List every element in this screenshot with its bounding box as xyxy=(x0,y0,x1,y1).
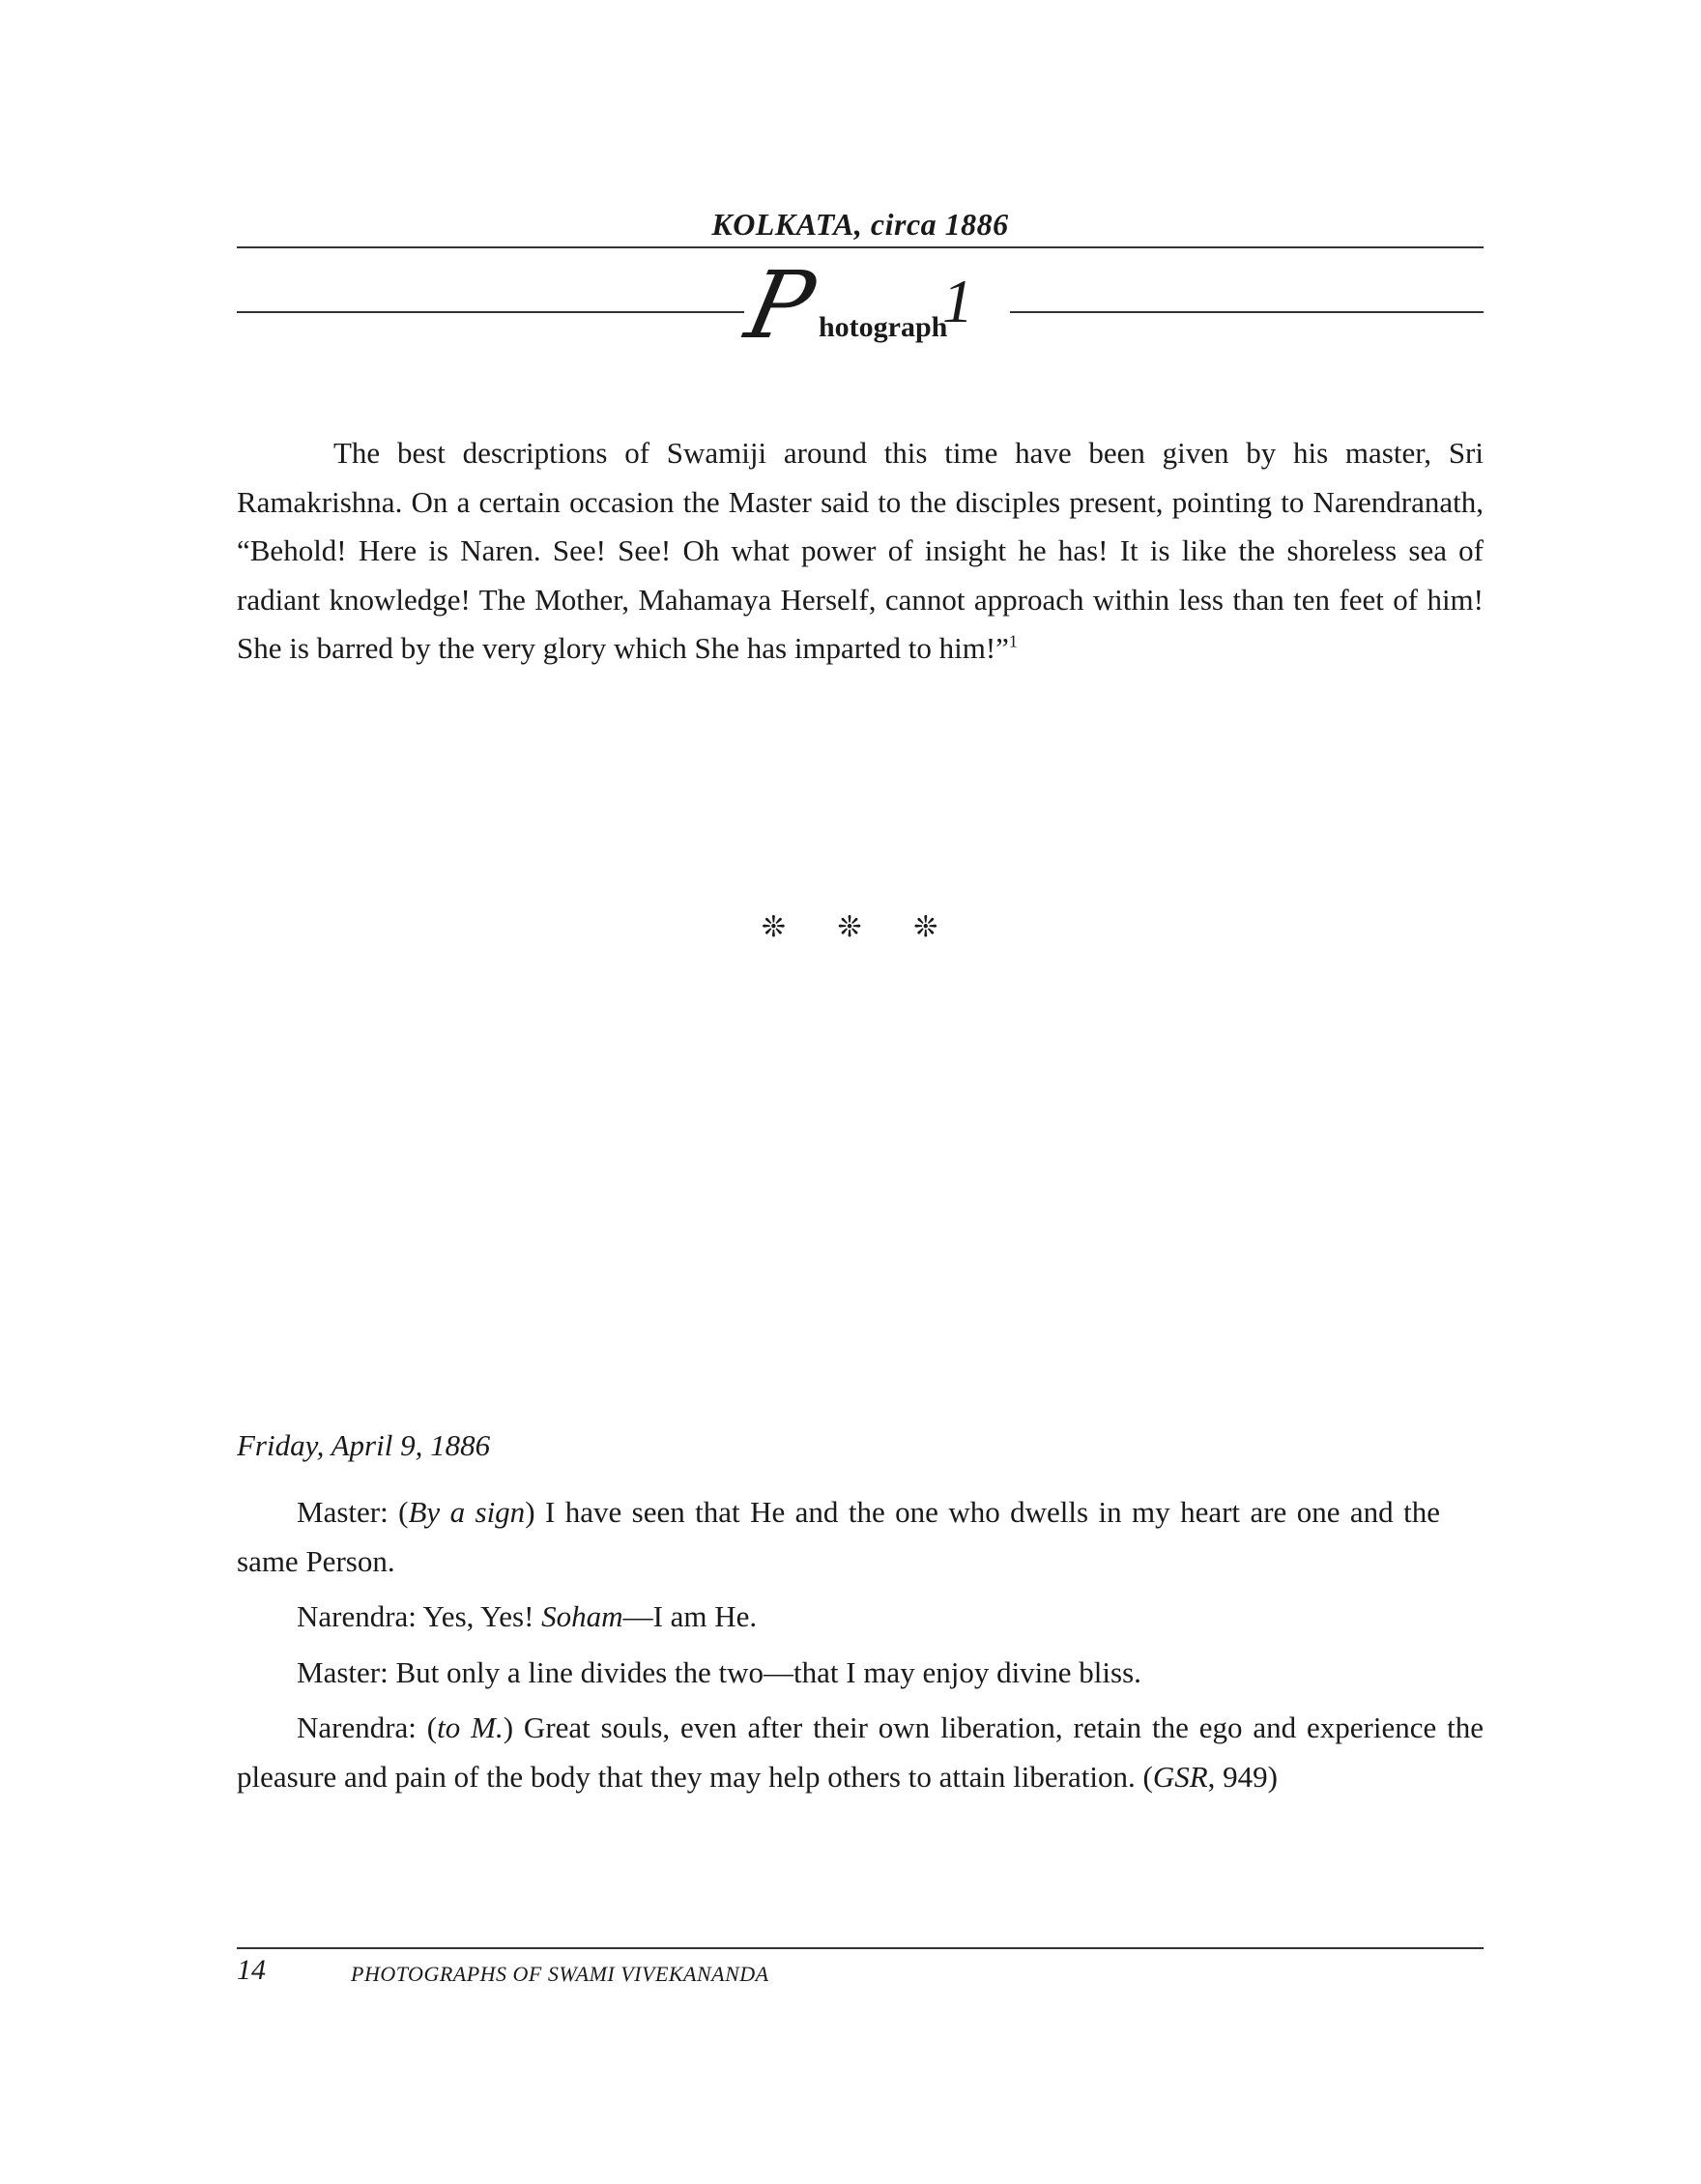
speech-text: ) I have seen that He and the one who dwells in my heart are one and the same Person. xyxy=(237,1495,1440,1578)
speech-text: —I am He. xyxy=(622,1599,758,1633)
section-heading xyxy=(237,251,1484,369)
dialogue-line xyxy=(237,1649,1484,1698)
book-title: PHOTOGRAPHS OF SWAMI VIVEKANANDA xyxy=(351,1962,769,1986)
page-number: 14 xyxy=(237,1954,266,1986)
footer-rule xyxy=(237,1947,1484,1949)
heading-word: hotograph xyxy=(819,311,948,343)
stage-direction: By a sign xyxy=(408,1495,526,1529)
dialogue-line xyxy=(237,1704,1484,1801)
sanskrit-term: Soham xyxy=(541,1599,623,1633)
intro-text: The best descriptions of Swamiji around this time have been given by his master, Sri Ramakrishna. On a certain occasion the Master said to the disciples present, pointing to Narendranath, “Behold! Here is Naren. See! See! Oh what power of insight he has! It is like the shoreless sea of radiant knowledge! The Mother, Mahamaya Herself, cannot approach within less than ten feet of him! She is barred by the very glory which She has imparted to him!” xyxy=(237,436,1484,665)
speech-text: ) Great souls, even after their own liberation, retain the ego and experience the pleasure and pain of the body that they may help others to attain liberation. ( xyxy=(237,1710,1484,1794)
heading-number: 1 xyxy=(942,267,973,335)
speaker-text: Master: ( xyxy=(297,1495,409,1529)
heading-rule-right xyxy=(1010,311,1484,313)
speaker-text: Narendra: ( xyxy=(297,1710,438,1744)
dialogue xyxy=(237,1488,1484,1808)
citation-page: , 949) xyxy=(1207,1759,1278,1794)
dialogue-line xyxy=(237,1488,1440,1586)
speech-text: Master: But only a line divides the two—that I may enjoy divine bliss. xyxy=(297,1654,1141,1689)
entry-date: Friday, April 9, 1886 xyxy=(237,1428,491,1462)
footnote-reference[interactable]: 1 xyxy=(1008,631,1018,651)
heading-rule-left xyxy=(237,311,744,313)
section-separator: ❊ ❊ ❊ xyxy=(761,910,960,944)
speaker-text: Narendra: Yes, Yes! xyxy=(297,1599,542,1633)
citation-source: GSR xyxy=(1152,1759,1208,1794)
heading-title xyxy=(737,251,1010,369)
dialogue-line xyxy=(237,1593,1484,1642)
header-rule xyxy=(237,246,1484,248)
heading-decorative-capital: P xyxy=(737,251,823,359)
intro-paragraph xyxy=(237,429,1484,674)
running-header: KOLKATA, circa 1886 xyxy=(711,207,1009,242)
stage-direction: to M. xyxy=(437,1710,504,1744)
